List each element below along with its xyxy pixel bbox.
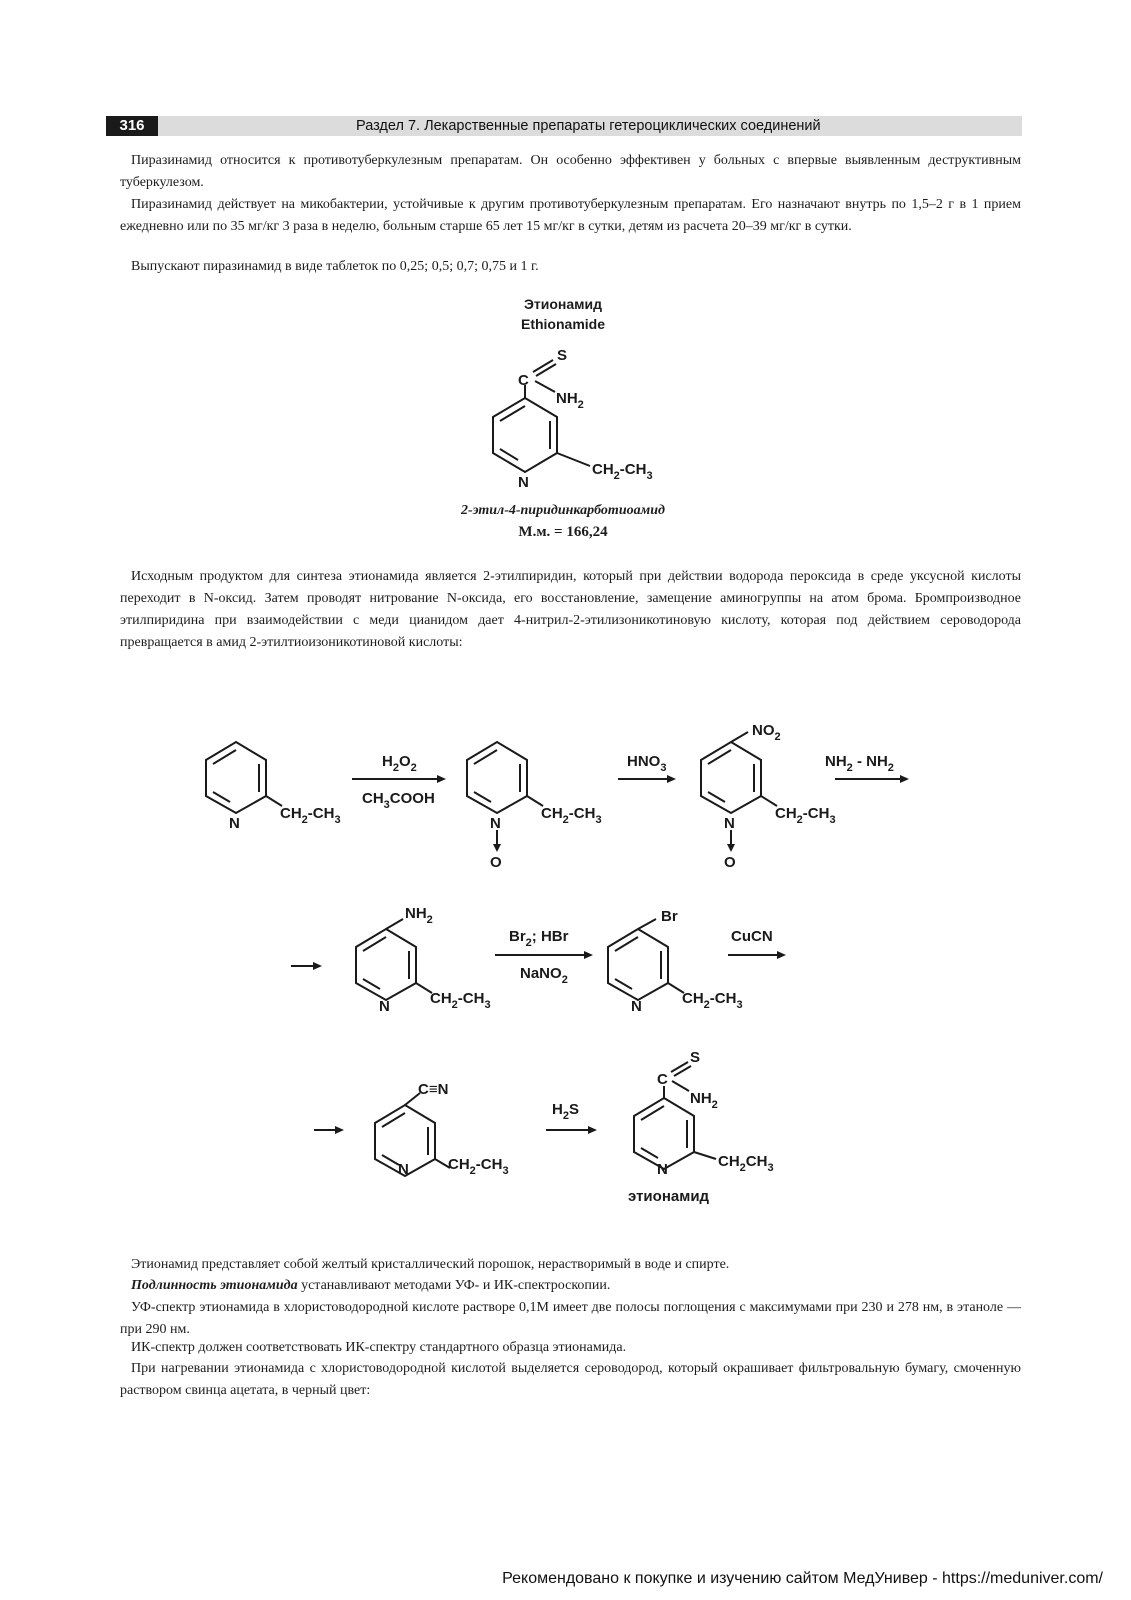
sulfur-atom-label: S bbox=[690, 1049, 701, 1066]
amino-group-label: $NH_2$ bbox=[405, 905, 433, 926]
paragraph-properties-4: ИК-спектр должен соответствовать ИК-спектру стандартного образца этионамида. bbox=[131, 1340, 627, 1355]
reagent-bromine-hbr: $Br_2$; HBr bbox=[509, 928, 569, 949]
paragraph-intro-2: Пиразинамид действует на микобактерии, устойчивые к другим противотуберкулезным препаратам. Его назначают внутрь по 1,5–2 г в 1 прием ежедневно или по 35 мг/кг 3 раза в неделю, больным старше 65 лет 15 мг/кг в сутки, детям из расчета 20–39 мг/кг в сутки. bbox=[120, 197, 1021, 234]
paragraph-intro-1: Пиразинамид относится к противотуберкулезным препаратам. Он особенно эффективен у больных с впервые выявленным деструктивным туберкулезом. bbox=[120, 153, 1021, 190]
molecule-2-ethylpyridine bbox=[206, 742, 341, 832]
paragraph-properties-5: При нагревании этионамида с хлористоводородной кислотой выделяется сероводород, который окрашивает фильтровальную бумагу, смоченную раствором свинца ацетата, в черный цвет: bbox=[120, 1361, 1021, 1398]
reagent-copper-cyanide: CuCN bbox=[731, 928, 773, 945]
reagent-hydrogen-sulfide: $H_2S$ bbox=[552, 1101, 579, 1122]
reaction-arrow-6 bbox=[546, 1101, 597, 1134]
paragraph-intro-3: Выпускают пиразинамид в виде таблеток по 0,25; 0,5; 0,7; 0,75 и 1 г. bbox=[131, 259, 539, 274]
ethyl-group-label: $CH_2-CH_3$ bbox=[775, 805, 836, 826]
reagent-hydrogen-peroxide: $H_2O_2$ bbox=[382, 753, 417, 774]
compound-iupac-name: 2-этил-4-пиридинкарботиоамид bbox=[461, 503, 665, 518]
molecule-n-oxide bbox=[467, 742, 602, 871]
ethyl-group-label: $CH_2-CH_3$ bbox=[682, 990, 743, 1011]
nitrogen-atom-label: N bbox=[229, 815, 240, 832]
compound-molar-mass: М.м. = 166,24 bbox=[518, 524, 608, 540]
nitrogen-atom-label: N bbox=[490, 815, 501, 832]
paragraph-properties-2 bbox=[120, 1275, 1021, 1297]
ethyl-group-label: $CH_2-CH_3$ bbox=[430, 990, 491, 1011]
carbon-atom-label: C bbox=[518, 372, 529, 389]
nitro-group-label: $NO_2$ bbox=[752, 722, 781, 743]
oxygen-atom-label: O bbox=[724, 854, 736, 871]
emphasis-authenticity: Подлинность этионамида bbox=[131, 1278, 298, 1293]
paragraph-properties-1: Этионамид представляет собой желтый кристаллический порошок, нерастворимый в воде и спирте. bbox=[131, 1257, 730, 1272]
reagent-acetic-acid: $CH_3COOH$ bbox=[362, 790, 435, 811]
nitrogen-atom-label: N bbox=[379, 998, 390, 1015]
oxygen-atom-label: O bbox=[490, 854, 502, 871]
ethyl-group-label: $CH_2-CH_3$ bbox=[280, 805, 341, 826]
molecule-ethionamide-product bbox=[628, 1049, 774, 1205]
reaction-arrow-1 bbox=[352, 753, 446, 811]
ethyl-group-label: $CH_2-CH_3$ bbox=[541, 805, 602, 826]
reagent-hydrazine: $NH_2 - NH_2$ bbox=[825, 753, 894, 774]
paragraph-properties-2-rest: устанавливают методами УФ- и ИК-спектроскопии. bbox=[297, 1278, 611, 1293]
footer-recommendation: Рекомендовано к покупке и изучению сайтом МедУнивер - https://meduniver.com/ bbox=[502, 1570, 1103, 1587]
nitrile-group-label: C≡N bbox=[418, 1081, 449, 1098]
compound-name-ru: Этионамид bbox=[523, 296, 603, 312]
molecule-bromo-ethylpyridine bbox=[608, 908, 743, 1015]
product-label: этионамид bbox=[628, 1188, 710, 1205]
compound-name-en: Ethionamide bbox=[520, 316, 605, 332]
carbon-atom-label: C bbox=[657, 1071, 668, 1088]
reaction-arrow-2 bbox=[618, 753, 676, 783]
continuation-arrow-1 bbox=[291, 962, 322, 970]
amino-group-label: $NH_2$ bbox=[690, 1090, 718, 1111]
paragraph-properties-3: УФ-спектр этионамида в хлористоводородной кислоте растворе 0,1М имеет две полосы поглощения с максимумами при 230 и 278 нм, в этаноле — при 290 нм. bbox=[120, 1300, 1021, 1337]
continuation-arrow-2 bbox=[314, 1126, 344, 1134]
molecule-cyano-ethylpyridine bbox=[375, 1081, 509, 1178]
nitrogen-atom-label: N bbox=[657, 1161, 668, 1178]
nitrogen-atom-label: N bbox=[398, 1161, 409, 1178]
ethyl-group-label: $CH_2-CH_3$ bbox=[448, 1156, 509, 1177]
page-number: 316 bbox=[106, 116, 158, 136]
sulfur-atom-label: S bbox=[557, 347, 568, 364]
nitrogen-atom-label: N bbox=[631, 998, 642, 1015]
amino-group-label: $NH_2$ bbox=[556, 390, 584, 411]
ethyl-group-label: $CH_2-CH_3$ bbox=[592, 461, 653, 482]
nitrogen-atom-label: N bbox=[518, 474, 529, 491]
reagent-sodium-nitrite: NaNO$_2$ bbox=[520, 965, 568, 986]
running-head: Раздел 7. Лекарственные препараты гетероциклических соединений bbox=[356, 118, 821, 134]
reaction-arrow-4 bbox=[495, 928, 593, 986]
bromo-group-label: Br bbox=[661, 908, 678, 925]
reaction-arrow-3 bbox=[825, 753, 909, 783]
molecule-nitro-n-oxide bbox=[701, 722, 836, 871]
nitrogen-atom-label: N bbox=[724, 815, 735, 832]
ethyl-group-label: $CH_2CH_3$ bbox=[718, 1153, 774, 1174]
reaction-arrow-5 bbox=[728, 928, 786, 959]
paragraph-synthesis: Исходным продуктом для синтеза этионамида является 2-этилпиридин, который при действии водорода пероксида в среде уксусной кислоты переходит в N-оксид. Затем проводят нитрование N-оксида, его восстановление, замещение аминогруппы на атом брома. Бромпроизводное этилпиридина при взаимодействии с меди цианидом дает 4-нитрил-2-этилизоникотиновую кислоту, которая под действием сероводорода превращается в амид 2-этилтиоизоникотиновой кислоты: bbox=[120, 569, 1021, 650]
molecule-amino-ethylpyridine bbox=[356, 905, 491, 1015]
ethionamide-structure bbox=[493, 347, 653, 491]
reagent-nitric-acid: $HNO_3$ bbox=[627, 753, 667, 774]
